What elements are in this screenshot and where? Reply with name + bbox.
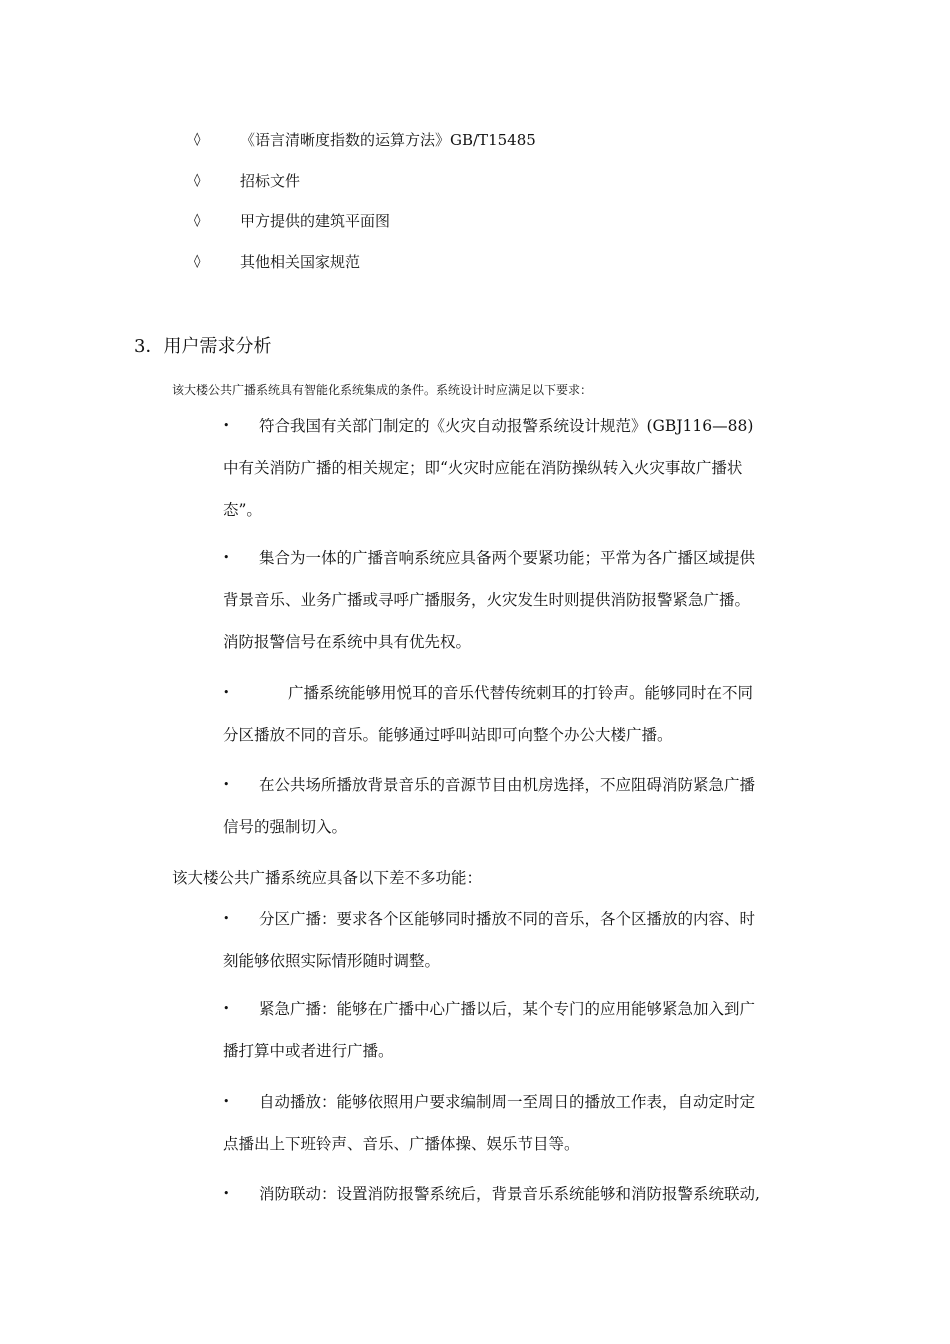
line-text: 信号的强制切入。 (223, 818, 348, 836)
line-text: 态”。 (223, 501, 262, 519)
reference-text: 招标文件 (240, 172, 301, 190)
bullet-icon: • (223, 778, 230, 791)
reference-text: 甲方提供的建筑平面图 (240, 212, 391, 230)
bullet-icon: • (223, 551, 230, 564)
bullet-icon: • (223, 1002, 230, 1015)
line-text: 紧急广播：能够在广播中心广播以后，某个专门的应用能够紧急加入到广 (259, 1000, 756, 1018)
section-heading: 3．用户需求分析 (134, 336, 272, 357)
line-text: 背景音乐、业务广播或寻呼广播服务，火灾发生时则提供消防报警紧急广播。 (223, 591, 751, 609)
function-item (223, 1081, 813, 1165)
line-text: 集合为一体的广播音响系统应具备两个要紧功能；平常为各广播区域提供 (259, 549, 756, 567)
bullet-icon: • (223, 1187, 230, 1200)
diamond-icon: ◊ (194, 213, 201, 228)
bullet-icon: • (223, 686, 230, 699)
reference-text: 其他相关国家规范 (240, 253, 361, 271)
line-text: 广播系统能够用悦耳的音乐代替传统刺耳的打铃声。能够同时在不同 (288, 684, 754, 702)
line-text: 分区广播：要求各个区能够同时播放不同的音乐，各个区播放的内容、时 (259, 910, 756, 928)
functions-intro: 该大楼公共广播系统应具备以下差不多功能： (172, 869, 483, 887)
line-text: 符合我国有关部门制定的《火灾自动报警系统设计规范》(GBJ116—88) (259, 417, 754, 435)
bullet-icon: • (223, 912, 230, 925)
line-text: 分区播放不同的音乐。能够通过呼叫站即可向整个办公大楼广播。 (223, 726, 673, 744)
requirement-item (223, 764, 813, 848)
requirements-intro: 该大楼公共广播系统具有智能化系统集成的条件。系统设计时应满足以下要求： (172, 383, 593, 397)
line-text: 在公共场所播放背景音乐的音源节目由机房选择，不应阻碍消防紧急广播 (259, 776, 756, 794)
line-text: 刻能够依照实际情形随时调整。 (223, 952, 441, 970)
line-text: 点播出上下班铃声、音乐、广播体操、娱乐节目等。 (223, 1135, 580, 1153)
line-text: 中有关消防广播的相关规定；即“火灾时应能在消防操纵转入火灾事故广播状 (223, 459, 743, 477)
function-item (223, 1173, 813, 1215)
line-text: 播打算中或者进行广播。 (223, 1042, 394, 1060)
function-item (223, 988, 813, 1072)
line-text: 消防报警信号在系统中具有优先权。 (223, 633, 472, 651)
diamond-icon: ◊ (194, 132, 201, 147)
reference-text: 《语言清晰度指数的运算方法》GB/T15485 (240, 131, 536, 149)
line-text: 自动播放：能够依照用户要求编制周一至周日的播放工作表，自动定时定 (259, 1093, 756, 1111)
function-item (223, 898, 813, 982)
bullet-icon: • (223, 1095, 230, 1108)
diamond-icon: ◊ (194, 254, 201, 269)
requirement-item (223, 405, 813, 531)
bullet-icon: • (223, 419, 230, 432)
requirement-item (223, 672, 813, 756)
line-text: 消防联动：设置消防报警系统后，背景音乐系统能够和消防报警系统联动, (259, 1185, 760, 1203)
requirement-item (223, 537, 813, 663)
diamond-icon: ◊ (194, 173, 201, 188)
